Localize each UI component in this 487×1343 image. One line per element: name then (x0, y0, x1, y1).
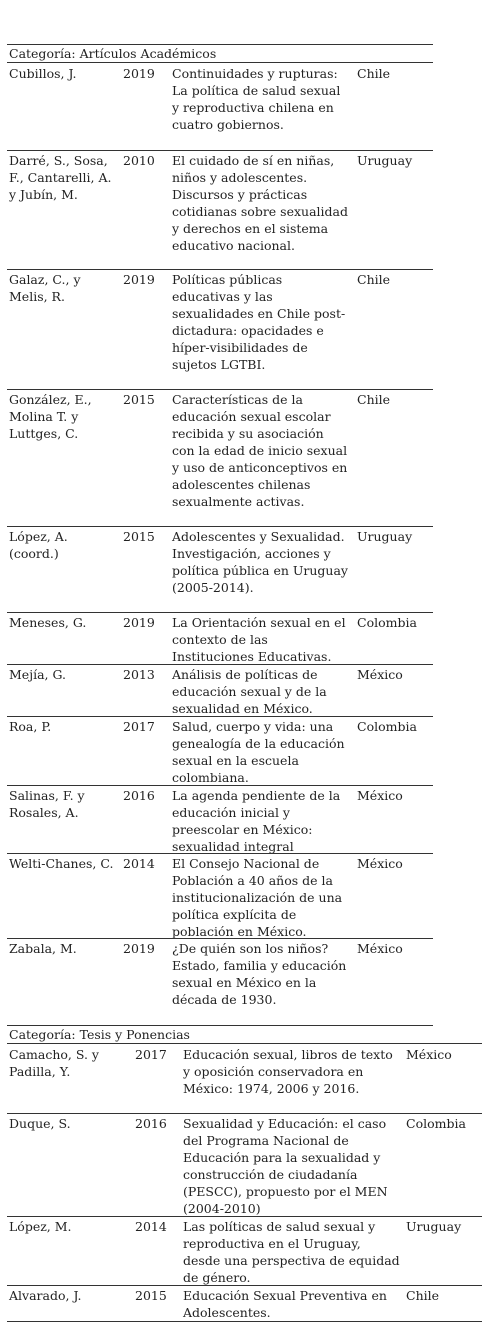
author-cell: Meneses, G. (9, 615, 87, 630)
row-rule (7, 1113, 482, 1114)
year-cell: 2019 (123, 272, 155, 287)
author-cell: Duque, S. (9, 1116, 71, 1131)
year-cell: 2015 (123, 392, 155, 407)
title-cell: El Consejo Nacional de Población a 40 años de la institucionalización de una política explícita de población en México. (172, 856, 343, 939)
author-cell: Welti-Chanes, C. (9, 856, 114, 871)
author-cell: Salinas, F. y Rosales, A. (9, 788, 85, 820)
author-cell: Zabala, M. (9, 941, 77, 956)
country-cell: Colombia (357, 615, 417, 630)
title-cell: Análisis de políticas de educación sexual y de la sexualidad en México. (172, 667, 327, 716)
country-cell: Uruguay (406, 1219, 462, 1234)
author-cell: López, M. (9, 1219, 72, 1234)
country-cell: México (357, 667, 403, 682)
row-rule (7, 150, 433, 151)
country-cell: México (357, 941, 403, 956)
row-rule (7, 389, 433, 390)
author-cell: Darré, S., Sosa, F., Cantarelli, A. y Jubín, M. (9, 153, 112, 202)
row-rule (7, 1216, 482, 1217)
category-rule (7, 62, 433, 63)
year-cell: 2014 (123, 856, 155, 871)
year-cell: 2017 (135, 1047, 167, 1062)
category-rule (7, 1043, 482, 1044)
year-cell: 2019 (123, 615, 155, 630)
country-cell: México (357, 856, 403, 871)
title-cell: Características de la educación sexual escolar recibida y su asociación con la edad de inicio sexual y uso de anticonceptivos en adolescentes chilenas sexualmente activas. (172, 392, 348, 509)
category-heading-theses: Categoría: Tesis y Ponencias (9, 1027, 190, 1042)
country-cell: Uruguay (357, 153, 413, 168)
row-rule (7, 526, 433, 527)
year-cell: 2014 (135, 1219, 167, 1234)
table-bottom-rule (7, 1321, 482, 1322)
country-cell: Chile (357, 392, 391, 407)
title-cell: La agenda pendiente de la educación inicial y preescolar en México: sexualidad integral (172, 788, 341, 854)
category-heading-articles: Categoría: Artículos Académicos (9, 46, 217, 61)
year-cell: 2010 (123, 153, 155, 168)
country-cell: México (406, 1047, 452, 1062)
year-cell: 2019 (123, 66, 155, 81)
row-rule (7, 785, 433, 786)
row-rule (7, 664, 433, 665)
author-cell: Galaz, C., y Melis, R. (9, 272, 81, 304)
year-cell: 2015 (123, 529, 155, 544)
author-cell: Camacho, S. y Padilla, Y. (9, 1047, 99, 1079)
country-cell: Chile (406, 1288, 440, 1303)
row-rule (7, 853, 433, 854)
country-cell: Chile (357, 272, 391, 287)
title-cell: Sexualidad y Educación: el caso del Programa Nacional de Educación para la sexualidad y construcción de ciudadanía (PESCC), propuesto por el MEN (2004-2010) (183, 1116, 388, 1216)
title-cell: El cuidado de sí en niñas, niños y adolescentes. Discursos y prácticas cotidianas sobre sexualidad y derechos en el sistema educativo nacional. (172, 153, 348, 253)
title-cell: Educación sexual, libros de texto y oposición conservadora en México: 1974, 2006 y 2016. (183, 1047, 393, 1096)
row-rule (7, 716, 433, 717)
author-cell: López, A. (coord.) (9, 529, 68, 561)
title-cell: Educación Sexual Preventiva en Adolescentes. (183, 1288, 387, 1320)
title-cell: Adolescentes y Sexualidad. Investigación, acciones y política pública en Uruguay (2005-2014). (172, 529, 348, 595)
year-cell: 2016 (123, 788, 155, 803)
country-cell: Uruguay (357, 529, 413, 544)
title-cell: Salud, cuerpo y vida: una genealogía de la educación sexual en la escuela colombiana. (172, 719, 345, 785)
author-cell: González, E., Molina T. y Luttges, C. (9, 392, 92, 441)
title-cell: ¿De quién son los niños? Estado, familia y educación sexual en México en la década de 1930. (172, 941, 347, 1007)
row-rule (7, 612, 433, 613)
row-rule (7, 1285, 482, 1286)
author-cell: Cubillos, J. (9, 66, 77, 81)
country-cell: Chile (357, 66, 391, 81)
author-cell: Roa, P. (9, 719, 52, 734)
title-cell: La Orientación sexual en el contexto de las Instituciones Educativas. (172, 615, 346, 664)
author-cell: Mejía, G. (9, 667, 66, 682)
country-cell: México (357, 788, 403, 803)
country-cell: Colombia (357, 719, 417, 734)
row-rule (7, 269, 433, 270)
country-cell: Colombia (406, 1116, 466, 1131)
author-cell: Alvarado, J. (9, 1288, 82, 1303)
year-cell: 2016 (135, 1116, 167, 1131)
year-cell: 2015 (135, 1288, 167, 1303)
title-cell: Las políticas de salud sexual y reproductiva en el Uruguay, desde una perspectiva de equidad de género. (183, 1219, 400, 1285)
year-cell: 2017 (123, 719, 155, 734)
row-rule (7, 938, 433, 939)
title-cell: Continuidades y rupturas: La política de salud sexual y reproductiva chilena en cuatro gobiernos. (172, 66, 341, 132)
year-cell: 2013 (123, 667, 155, 682)
title-cell: Políticas públicas educativas y las sexualidades en Chile post-dictadura: opacidades e híper-visibilidades de sujetos LGTBI. (172, 272, 346, 372)
year-cell: 2019 (123, 941, 155, 956)
